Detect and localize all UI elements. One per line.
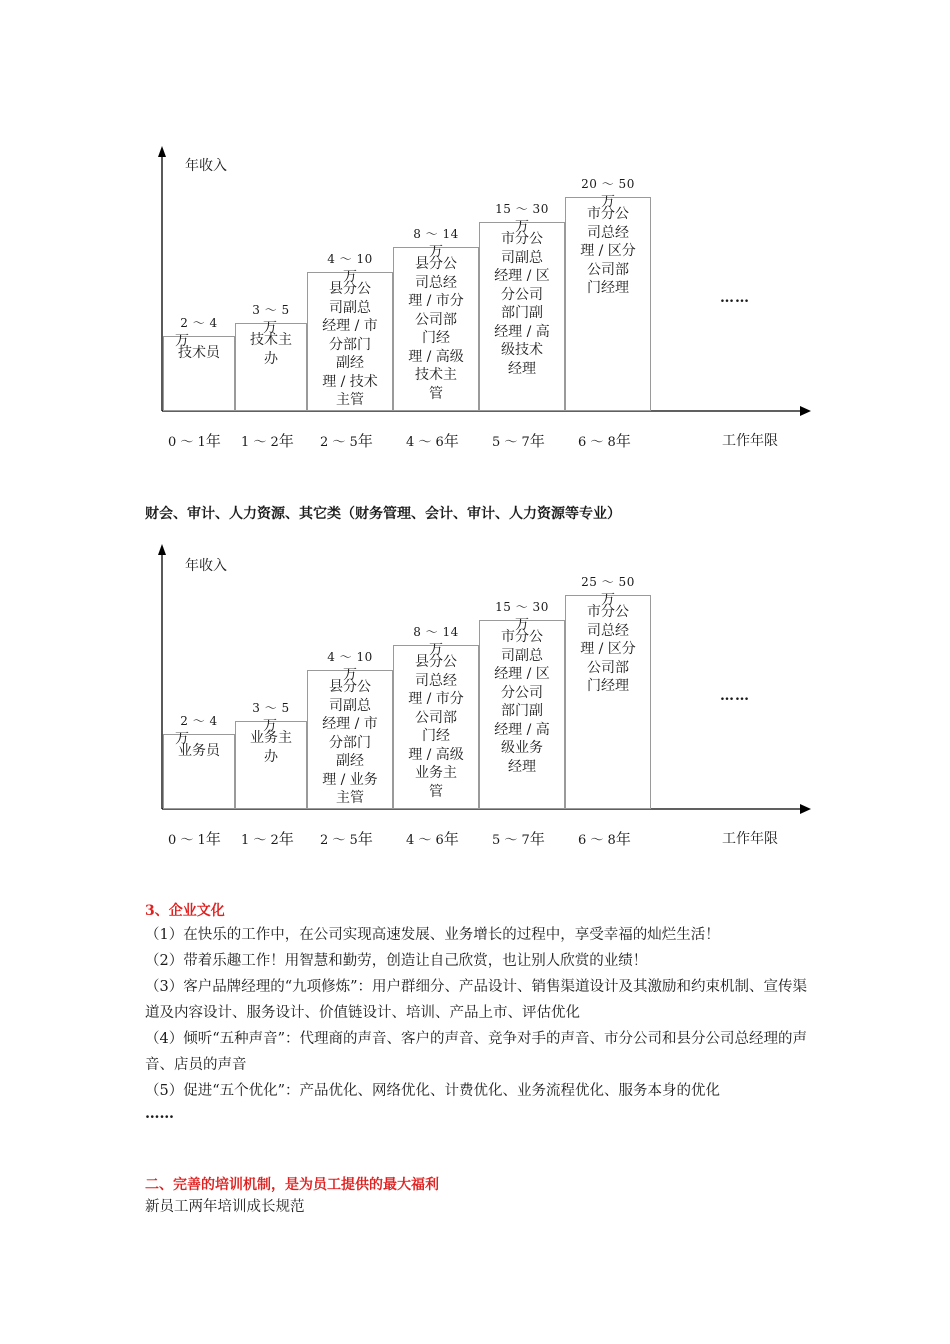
role-label-line: 级技术 — [501, 342, 543, 358]
income-unit: 万 — [601, 592, 615, 608]
period-label — [320, 430, 373, 451]
role-label-line: 分公司 — [501, 286, 543, 303]
role-label-line: 司副总 — [501, 647, 543, 664]
role-label-line: 管 — [429, 385, 443, 402]
period-unit: 年 — [615, 830, 631, 848]
period-range: 6 ～ 8 — [578, 833, 616, 848]
period-unit: 年 — [443, 432, 459, 450]
culture-list — [145, 922, 810, 1124]
role-label-line: 门经 — [422, 728, 450, 744]
role-label — [393, 255, 479, 403]
role-label-line: 理 / 业务 — [322, 771, 378, 788]
income-unit: 万 — [515, 617, 529, 633]
period-range: 5 ～ 7 — [492, 833, 530, 848]
period-unit: 年 — [278, 432, 294, 450]
income-range-label: 25 ～ 50 — [581, 575, 635, 589]
role-label-line: 经理 / 高 — [494, 721, 550, 738]
period-label — [492, 430, 545, 451]
culture-item-5: （5）促进“五个优化”：产品优化、网络优化、计费优化、业务流程优化、服务本身的优化 — [145, 1083, 721, 1099]
culture-item-4: （4）倾听“五种声音”：代理商的声音、客户的声音、竞争对手的声音、市分公司和县分公司总经理的声音、店员的声音 — [145, 1031, 808, 1073]
role-label — [163, 742, 235, 761]
culture-item-3: （3）客户品牌经理的“九项修炼”：用户群细分、产品设计、销售渠道设计及其激励和约束机制、宣传渠道及内容设计、服务设计、价值链设计、培训、产品上市、评估优化 — [145, 979, 808, 1021]
role-label — [163, 344, 235, 363]
income-range-label: 3 ～ 5 — [252, 303, 290, 317]
role-label — [479, 230, 565, 378]
role-label-line: 司总经 — [587, 224, 629, 241]
role-label-line: 技术主 — [250, 332, 292, 348]
y-axis-label: 年收入 — [185, 158, 227, 174]
income-unit: 万 — [343, 667, 357, 683]
role-label-line: 经理 / 区 — [494, 268, 550, 284]
role-label-line: 公司部 — [415, 709, 457, 726]
culture-title: 3、企业文化 — [145, 903, 225, 919]
period-label — [241, 430, 294, 451]
income-unit: 万 — [429, 244, 443, 260]
role-label-line: 理 / 市分 — [408, 293, 464, 309]
role-label-line: 司总经 — [415, 274, 457, 291]
period-range: 0 ～ 1 — [168, 435, 206, 450]
period-range: 4 ～ 6 — [406, 435, 444, 450]
role-label — [235, 331, 307, 368]
income-unit: 万 — [175, 333, 189, 349]
period-range: 5 ～ 7 — [492, 435, 530, 450]
income-range-label: 2 ～ 4 — [180, 316, 218, 330]
role-label — [235, 729, 307, 766]
x-axis-label: 工作年限 — [722, 433, 778, 449]
income-range-label: 15 ～ 30 — [495, 202, 549, 216]
role-label-line: 门经理 — [587, 678, 629, 694]
role-label-line: 分部门 — [329, 734, 371, 751]
role-label-line: 理 / 高级 — [408, 348, 464, 365]
income-unit: 万 — [175, 731, 189, 747]
period-unit: 年 — [529, 432, 545, 450]
role-label-line: 副经 — [336, 753, 364, 769]
role-label-line: 经理 / 市 — [322, 716, 378, 732]
role-label-line: 经理 / 市 — [322, 318, 378, 334]
income-unit: 万 — [601, 194, 615, 210]
role-label-line: 管 — [429, 783, 443, 800]
salary-chart-technical — [0, 140, 950, 470]
role-label-line: 市分公 — [587, 206, 629, 222]
period-unit: 年 — [278, 830, 294, 848]
culture-ellipsis: …… — [145, 1105, 174, 1122]
role-label — [307, 678, 393, 808]
role-label-line: 技术主 — [415, 367, 457, 383]
culture-item-1: （1）在快乐的工作中，在公司实现高速发展、业务增长的过程中，享受幸福的灿烂生活！ — [145, 927, 720, 943]
role-label-line: 公司部 — [587, 261, 629, 278]
period-range: 6 ～ 8 — [578, 435, 616, 450]
x-axis-label: 工作年限 — [722, 831, 778, 847]
income-unit: 万 — [343, 269, 357, 285]
role-label-line: 门经 — [422, 330, 450, 346]
income-range-label: 15 ～ 30 — [495, 600, 549, 614]
role-label-line: 业务主 — [415, 765, 457, 781]
role-label-line: 理 / 区分 — [580, 641, 636, 657]
period-range: 2 ～ 5 — [320, 833, 358, 848]
role-label-line: 县分公 — [415, 256, 457, 272]
period-label — [168, 828, 221, 849]
role-label — [479, 628, 565, 776]
role-label-line: 经理 / 高 — [494, 323, 550, 340]
period-label — [492, 828, 545, 849]
role-label-line: 业务员 — [178, 743, 220, 759]
role-label-line: 分公司 — [501, 684, 543, 701]
role-label-line: 市分公 — [501, 231, 543, 247]
period-range: 2 ～ 5 — [320, 435, 358, 450]
period-unit: 年 — [357, 830, 373, 848]
role-label-line: 经理 / 区 — [494, 666, 550, 682]
role-label-line: 技术员 — [178, 345, 220, 361]
period-label — [406, 430, 459, 451]
role-label-line: 司总经 — [415, 672, 457, 689]
role-label-line: 副经 — [336, 355, 364, 371]
ellipsis: …… — [720, 290, 750, 306]
role-label-line: 业务主 — [250, 730, 292, 746]
income-unit: 万 — [515, 219, 529, 235]
role-label-line: 理 / 市分 — [408, 691, 464, 707]
role-label-line: 主管 — [336, 392, 364, 408]
role-label-line: 县分公 — [329, 281, 371, 297]
role-label-line: 司总经 — [587, 622, 629, 639]
period-range: 1 ～ 2 — [241, 833, 279, 848]
role-label-line: 办 — [264, 748, 278, 765]
role-label-line: 经理 — [508, 758, 536, 775]
role-label-line: 办 — [264, 350, 278, 367]
income-unit: 万 — [263, 320, 277, 336]
period-unit: 年 — [205, 830, 221, 848]
salary-chart-finance — [0, 538, 950, 868]
role-label-line: 部门副 — [501, 703, 543, 719]
role-label-line: 司副总 — [329, 299, 371, 316]
role-label-line: 市分公 — [587, 604, 629, 620]
period-range: 4 ～ 6 — [406, 833, 444, 848]
role-label-line: 部门副 — [501, 305, 543, 321]
y-axis-label: 年收入 — [185, 558, 227, 574]
period-label — [406, 828, 459, 849]
role-label-line: 分部门 — [329, 336, 371, 353]
ellipsis: …… — [720, 688, 750, 704]
role-label — [565, 603, 651, 696]
period-range: 1 ～ 2 — [241, 435, 279, 450]
income-range-label: 3 ～ 5 — [252, 701, 290, 715]
culture-item-2: （2）带着乐趣工作！用智慧和勤劳，创造让自己欣赏，也让别人欣赏的业绩！ — [145, 953, 648, 969]
role-label-line: 司副总 — [329, 697, 371, 714]
period-unit: 年 — [615, 432, 631, 450]
income-range-label: 2 ～ 4 — [180, 714, 218, 728]
role-label-line: 级业务 — [501, 740, 543, 756]
training-subtitle: 新员工两年培训成长规范 — [145, 1199, 305, 1215]
role-label-line: 市分公 — [501, 629, 543, 645]
role-label-line: 公司部 — [415, 311, 457, 328]
period-label — [241, 828, 294, 849]
period-unit: 年 — [443, 830, 459, 848]
role-label — [565, 205, 651, 298]
income-range-label: 8 ～ 14 — [413, 625, 459, 639]
period-unit: 年 — [357, 432, 373, 450]
income-unit: 万 — [263, 718, 277, 734]
role-label-line: 主管 — [336, 790, 364, 806]
role-label-line: 门经理 — [587, 280, 629, 296]
period-label — [578, 828, 631, 849]
role-label-line: 县分公 — [415, 654, 457, 670]
role-label-line: 理 / 高级 — [408, 746, 464, 763]
period-unit: 年 — [205, 432, 221, 450]
period-label — [578, 430, 631, 451]
role-label-line: 理 / 技术 — [322, 373, 378, 390]
income-range-label: 20 ～ 50 — [581, 177, 635, 191]
role-label-line: 理 / 区分 — [580, 243, 636, 259]
role-label — [393, 653, 479, 801]
period-label — [320, 828, 373, 849]
period-unit: 年 — [529, 830, 545, 848]
role-label — [307, 280, 393, 410]
section-title: 财会、审计、人力资源、其它类（财务管理、会计、审计、人力资源等专业） — [145, 506, 621, 522]
role-label-line: 经理 — [508, 360, 536, 377]
period-range: 0 ～ 1 — [168, 833, 206, 848]
income-range-label: 4 ～ 10 — [327, 650, 373, 664]
period-label — [168, 430, 221, 451]
income-unit: 万 — [429, 642, 443, 658]
income-range-label: 4 ～ 10 — [327, 252, 373, 266]
role-label-line: 公司部 — [587, 659, 629, 676]
role-label-line: 司副总 — [501, 249, 543, 266]
income-range-label: 8 ～ 14 — [413, 227, 459, 241]
role-label-line: 县分公 — [329, 679, 371, 695]
training-title: 二、完善的培训机制，是为员工提供的最大福利 — [145, 1177, 439, 1193]
